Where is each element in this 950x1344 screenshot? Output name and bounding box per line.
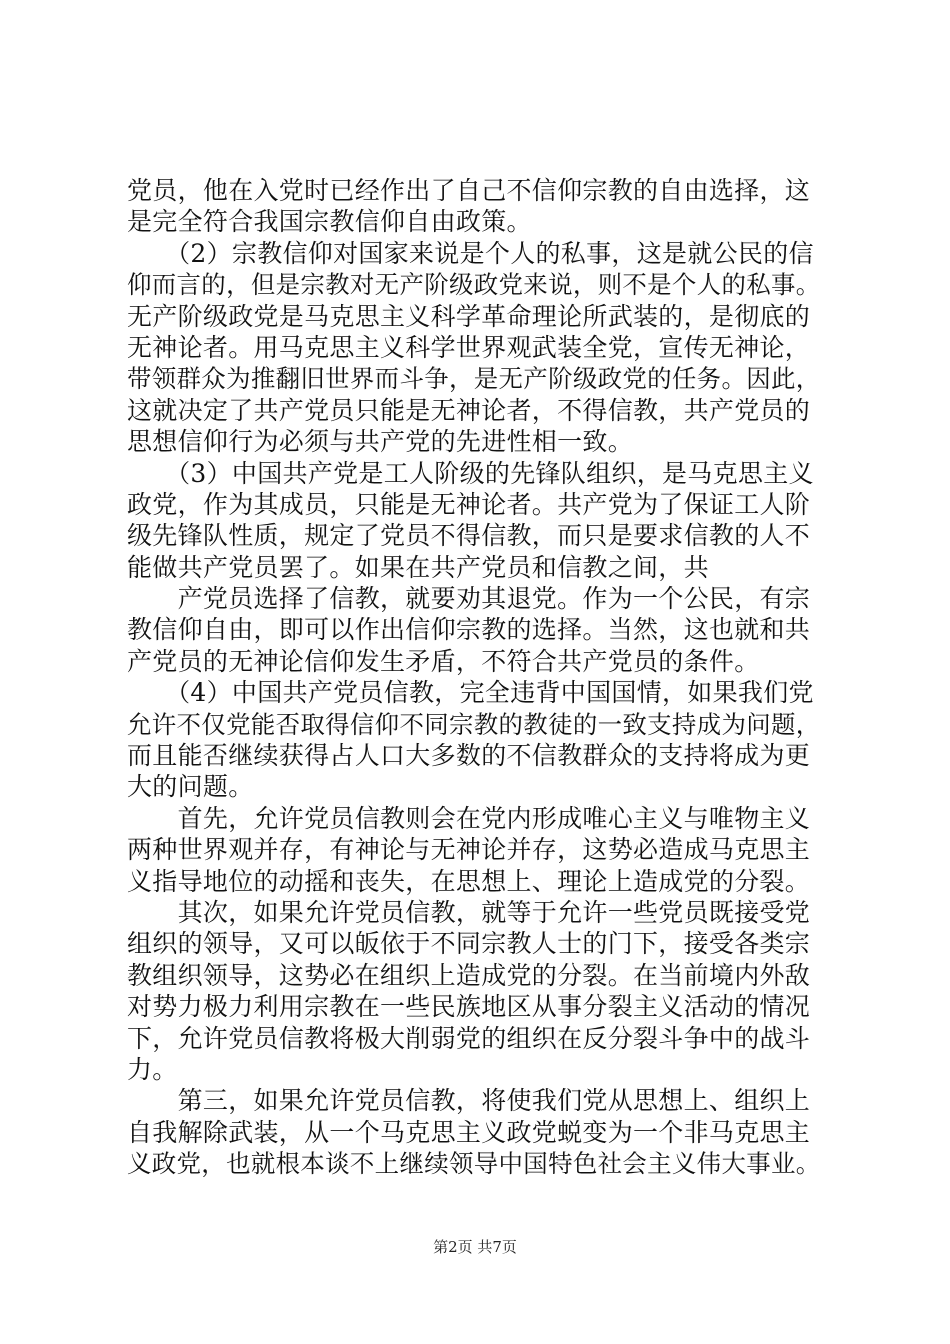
document-body (127, 175, 827, 1180)
text-line: 允许不仅党能否取得信仰不同宗教的教徒的一致支持成为问题， (127, 709, 821, 739)
text-line: 能做共产党员罢了。如果在共产党员和信教之间，共 (127, 552, 709, 582)
text-line: 党员，他在入党时已经作出了自己不信仰宗教的自由选择，这 (127, 176, 811, 205)
text-line: 无神论者。用马克思主义科学世界观武装全党，宣传无神论， (127, 332, 811, 362)
text-line: （4）中国共产党员信教，完全违背中国国情，如果我们党 (127, 678, 814, 708)
text-line: 无产阶级政党是马克思主义科学革命理论所武装的，是彻底的 (127, 301, 811, 331)
text-line: 仰而言的，但是宗教对无产阶级政党来说，则不是个人的私事。 (127, 270, 821, 300)
text-line: 教组织领导，这势必在组织上造成党的分裂。在当前境内外敌 (127, 960, 811, 990)
text-line: 教信仰自由，即可以作出信仰宗教的选择。当然，这也就和共 (127, 615, 811, 645)
text-line: 义政党，也就根本谈不上继续领导中国特色社会主义伟大事业。 (127, 1149, 821, 1179)
text-line: 义指导地位的动摇和丧失，在思想上、理论上造成党的分裂。 (127, 866, 811, 896)
text-line: 组织的领导，又可以皈依于不同宗教人士的门下，接受各类宗 (127, 929, 811, 959)
text-line: 政党，作为其成员，只能是无神论者。共产党为了保证工人阶 (127, 489, 811, 519)
text-line: 思想信仰行为必须与共产党的先进性相一致。 (127, 427, 634, 457)
text-line: 产党员选择了信教，就要劝其退党。作为一个公民，有宗 (127, 584, 811, 614)
text-line: 级先锋队性质，规定了党员不得信教，而只是要求信教的人不 (127, 521, 811, 551)
text-line: 对势力极力利用宗教在一些民族地区从事分裂主义活动的情况 (127, 992, 811, 1022)
text-line: 两种世界观并存，有神论与无神论并存，这势必造成马克思主 (127, 835, 811, 865)
text-line: 而且能否继续获得占人口大多数的不信教群众的支持将成为更 (127, 741, 811, 771)
text-line: 第三，如果允许党员信教，将使我们党从思想上、组织上 (127, 1086, 811, 1116)
text-line: 其次，如果允许党员信教，就等于允许一些党员既接受党 (127, 897, 811, 927)
text-line: 带领群众为推翻旧世界而斗争，是无产阶级政党的任务。因此， (127, 364, 821, 394)
text-line: 是完全符合我国宗教信仰自由政策。 (127, 207, 532, 237)
text-line: 大的问题。 (127, 772, 254, 802)
text-line: 这就决定了共产党员只能是无神论者，不得信教，共产党员的 (127, 395, 811, 425)
text-line: 力。 (127, 1054, 178, 1084)
text-line: 下，允许党员信教将极大削弱党的组织在反分裂斗争中的战斗 (127, 1023, 811, 1053)
text-line: （3）中国共产党是工人阶级的先锋队组织，是马克思主义 (127, 458, 814, 488)
page-number-footer: 第2页 共7页 (433, 1238, 517, 1256)
text-line: 首先，允许党员信教则会在党内形成唯心主义与唯物主义 (127, 803, 811, 833)
text-line: 自我解除武装，从一个马克思主义政党蜕变为一个非马克思主 (127, 1117, 811, 1147)
text-line: 产党员的无神论信仰发生矛盾，不符合共产党员的条件。 (127, 646, 760, 676)
text-line: （2）宗教信仰对国家来说是个人的私事，这是就公民的信 (127, 238, 814, 268)
